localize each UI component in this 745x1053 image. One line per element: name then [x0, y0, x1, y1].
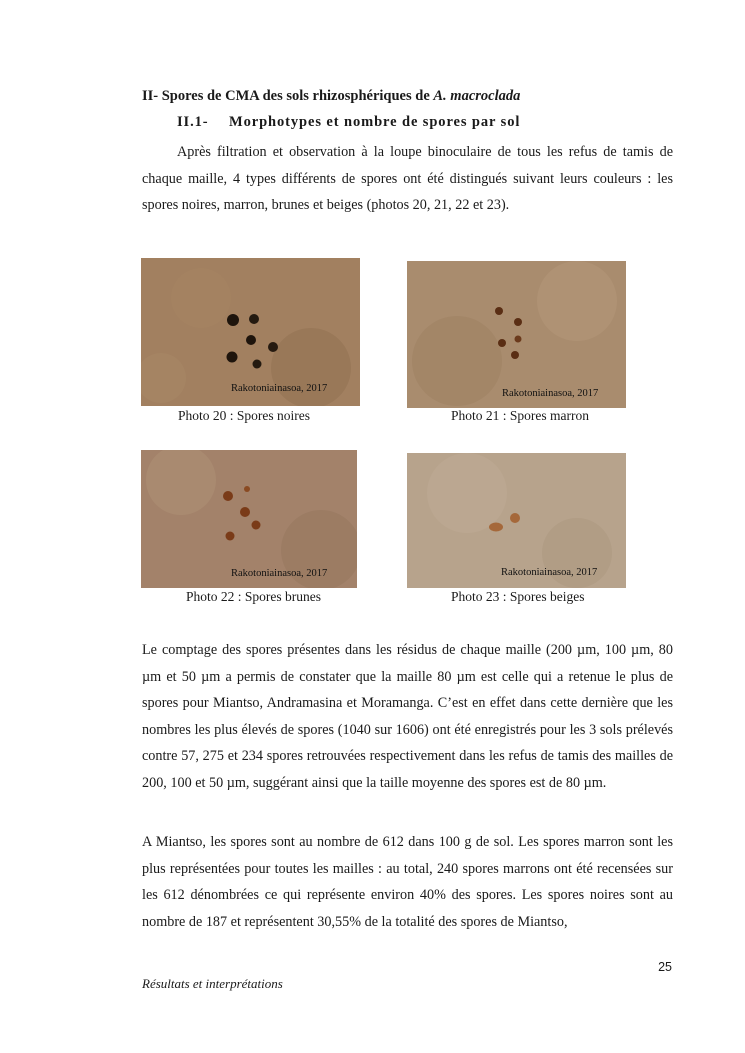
photo-brown-spores	[141, 450, 357, 588]
spore	[489, 523, 503, 532]
spore	[223, 491, 233, 501]
spore	[495, 307, 503, 315]
section-heading-text: II- Spores de CMA des sols rhizosphériques de	[142, 88, 434, 104]
photo-marron-spores	[407, 261, 626, 408]
spore	[510, 513, 520, 523]
body-text: Le comptage des spores présentes dans les résidus de chaque maille (200 µm, 100 µm, 80 µm et 50 µm a permis de constater que la maille 80 µm est celle qui a retenue le plus de spores pour Miantso, Andramasina et Moramanga. C’est en effet dans cette dernière que les nombres les plus élevés de spores (1040 sur 1606) ont été enregistrés pour les 3 sols prélevés contre 57, 275 et 234 spores retrouvées respectivement dans les refus de tamis des mailles de 200, 100 et 50 µm, suggérant ainsi que la taille moyenne des spores est de 80 µm.	[142, 642, 673, 791]
spore	[246, 335, 256, 345]
species-name: A. macroclada	[433, 88, 521, 104]
intro-paragraph	[142, 139, 673, 219]
photo-caption: Photo 22 : Spores brunes	[186, 589, 321, 604]
subsection-title: Morphotypes et nombre de spores par sol	[229, 114, 521, 130]
spore	[511, 351, 519, 359]
running-footer: Résultats et interprétations	[142, 976, 283, 991]
photo-beige-spores	[407, 453, 626, 588]
photo-caption: Photo 21 : Spores marron	[451, 408, 589, 423]
subsection-heading	[177, 114, 520, 131]
spore	[515, 336, 522, 343]
page-number: 25	[658, 960, 672, 974]
photo-credit: Rakotoniainasoa, 2017	[231, 568, 328, 579]
photo-caption: Photo 20 : Spores noires	[178, 408, 311, 423]
spore	[498, 339, 506, 347]
spore	[227, 314, 239, 326]
spore	[268, 342, 278, 352]
spore	[244, 486, 250, 492]
photo-credit: Rakotoniainasoa, 2017	[501, 567, 598, 578]
spore	[514, 318, 522, 326]
photo-credit: Rakotoniainasoa, 2017	[231, 383, 328, 394]
spore	[253, 360, 262, 369]
body-text: A Miantso, les spores sont au nombre de 612 dans 100 g de sol. Les spores marron sont les plus représentées pour toutes les mailles : au total, 240 spores marrons ont été recensées sur les 612 dénombrées ce qui représente environ 40% des spores. Les spores noires sont au nombre de 187 et représentent 30,55% de la totalité des spores de Miantso,	[142, 834, 673, 930]
spore	[226, 532, 235, 541]
spore	[227, 352, 238, 363]
subsection-number: II.1-	[177, 114, 209, 130]
intro-text: Après filtration et observation à la loupe binoculaire de tous les refus de tamis de chaque maille, 4 types différents de spores ont été distingués suivant leurs couleurs : les spores noires, marron, brunes et beiges (photos 20, 21, 22 et 23).	[142, 144, 673, 213]
spore	[240, 507, 250, 517]
photo-black-spores	[141, 258, 360, 406]
body-paragraph	[142, 829, 673, 935]
photo-caption: Photo 23 : Spores beiges	[451, 589, 585, 604]
photo-credit: Rakotoniainasoa, 2017	[502, 388, 599, 399]
section-heading	[142, 88, 520, 105]
spore	[249, 314, 259, 324]
body-paragraph	[142, 637, 673, 796]
spore	[252, 521, 261, 530]
